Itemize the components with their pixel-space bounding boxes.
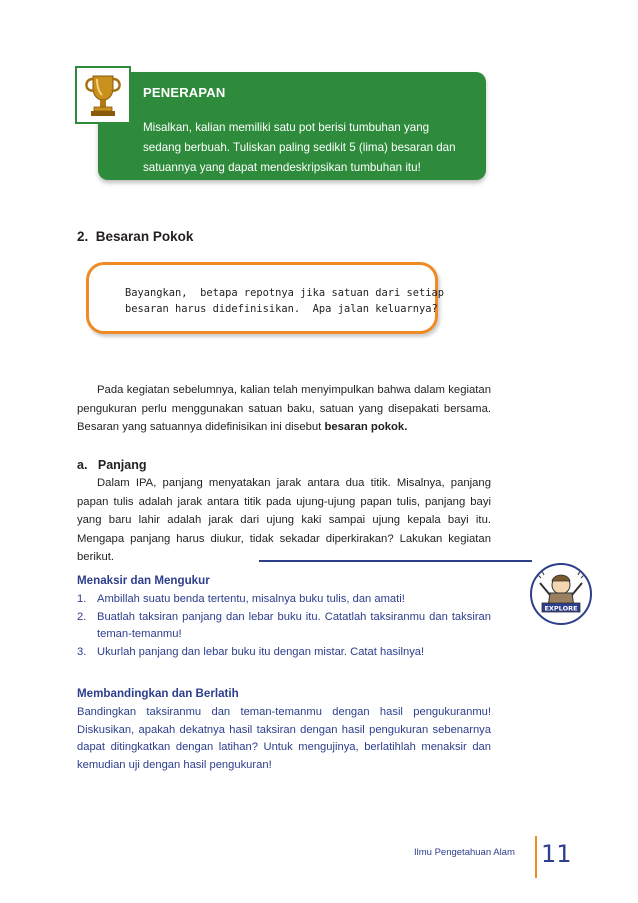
list-number: 1. — [77, 593, 87, 605]
explorer-mascot-icon — [532, 565, 590, 623]
list-number: 3. — [77, 645, 87, 658]
bubble-line: Bayangkan, betapa repotnya jika satuan dari setiap — [125, 287, 445, 299]
menaksir-list — [77, 591, 491, 661]
section-number: 2. — [77, 229, 89, 244]
book-title: Ilmu Pengetahuan Alam — [414, 847, 515, 858]
intro-bold-term: besaran pokok. — [324, 421, 408, 433]
list-item — [77, 591, 491, 609]
bubble-text — [125, 285, 445, 317]
subsection-heading — [77, 458, 146, 472]
membandingkan-heading: Membandingkan dan Berlatih — [77, 687, 239, 700]
intro-paragraph — [77, 381, 491, 437]
divider-line — [259, 560, 532, 562]
explore-mascot — [530, 563, 592, 625]
mascot-label: EXPLORE — [544, 604, 578, 613]
page-number: 11 — [541, 840, 572, 868]
menaksir-heading: Menaksir dan Mengukur — [77, 574, 210, 587]
list-text: Ukurlah panjang dan lebar buku itu dengan mistar. Catat hasilnya! — [97, 645, 425, 658]
bubble-line: besaran harus didefinisikan. Apa jalan keluarnya? — [125, 303, 438, 315]
trophy-icon — [81, 72, 125, 118]
penerapan-line: sedang berbuah. Tuliskan paling sedikit 5 (lima) besaran dan — [143, 141, 456, 154]
subsection-letter: a. — [77, 458, 88, 472]
section-title: Besaran Pokok — [95, 229, 194, 244]
penerapan-line: satuannya yang dapat mendeskripsikan tumbuhan itu! — [143, 161, 421, 174]
penerapan-line: Misalkan, kalian memiliki satu pot berisi tumbuhan yang — [143, 121, 430, 134]
membandingkan-paragraph: Bandingkan taksiranmu dan teman-temanmu dengan hasil pengukuranmu! Diskusikan, apakah dekatnya hasil taksiran dengan hasil pengukuran sebenarnya dapat ditingkatkan dengan latihan? Untuk mengujinya, berlatihlah menaksir dan kemudian uji dengan hasil pengukuran! — [77, 706, 491, 771]
panjang-paragraph: Dalam IPA, panjang menyatakan jarak antara dua titik. Misalnya, panjang papan tulis adalah jarak antara titik pada ujung-ujung papan tulis, panjang bayi yang baru lahir adalah jarak dari ujung kaki sampai ujung kepala bayi itu. Mengapa panjang harus diukur, tidak sekadar diperkirakan? Lakukan kegiatan berikut. — [77, 477, 491, 563]
penerapan-text — [143, 118, 473, 178]
penerapan-title: PENERAPAN — [143, 85, 226, 100]
trophy-frame — [75, 66, 131, 124]
list-text: Buatlah taksiran panjang dan lebar buku itu. Catatlah taksiranmu dan taksiran teman-temanmu! — [97, 610, 491, 640]
section-heading — [77, 229, 193, 244]
intro-text: Pada kegiatan sebelumnya, kalian telah menyimpulkan bahwa dalam kegiatan pengukuran perlu menggunakan satuan baku, satuan yang disepakati bersama. Besaran yang satuannya didefinisikan ini disebut — [77, 384, 491, 433]
list-text: Ambillah suatu benda tertentu, misalnya buku tulis, dan amati! — [97, 593, 405, 605]
list-item — [77, 644, 491, 662]
list-number: 2. — [77, 610, 87, 623]
list-item — [77, 609, 491, 644]
subsection-title: Panjang — [97, 458, 147, 472]
footer-divider — [535, 836, 537, 878]
